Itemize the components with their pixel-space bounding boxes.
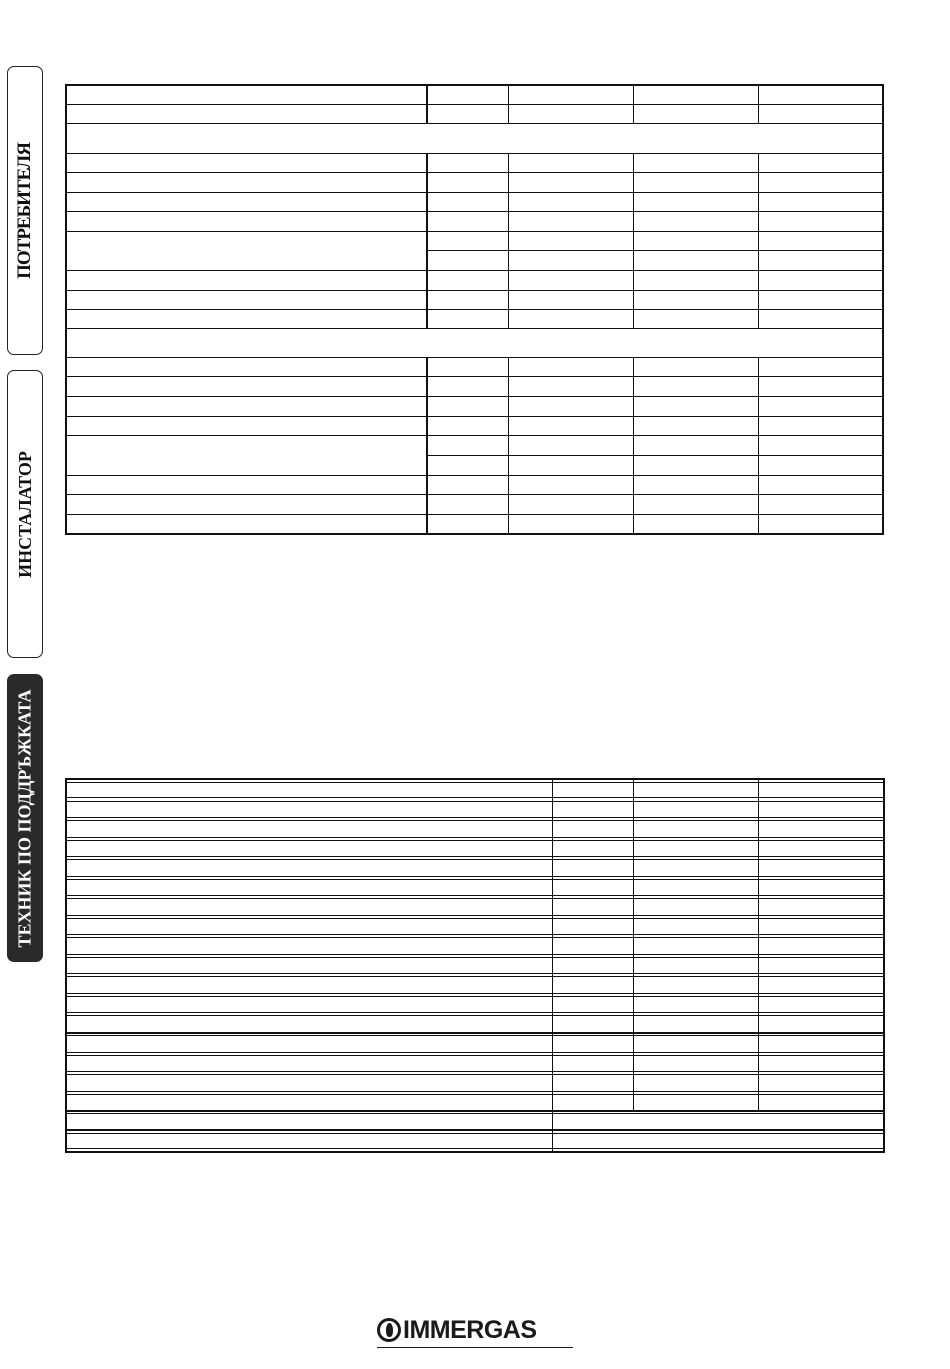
lower-table-row-line [66, 1094, 884, 1095]
lower-table-row-line [66, 1052, 884, 1053]
lower-table-row-line [66, 1015, 884, 1016]
upper-table-col-line [633, 357, 634, 534]
upper-table-col-line [758, 85, 759, 123]
upper-table-col-line [758, 153, 759, 328]
upper-table-row-line [66, 104, 883, 105]
lower-table-row-line [66, 1032, 884, 1034]
tab-user-section[interactable] [7, 66, 43, 355]
lower-table-row-line [66, 954, 884, 955]
upper-table-row-line [66, 435, 883, 436]
upper-table-row-line [66, 290, 883, 291]
lower-table-row-line [66, 918, 884, 919]
lower-table-row-line [66, 1110, 884, 1112]
lower-table-row-line [66, 895, 884, 896]
upper-table-col-line [633, 153, 634, 328]
upper-table-col-line [633, 85, 634, 123]
logo-wordmark: IMMERGAS [403, 1315, 537, 1344]
lower-table-row-line [66, 879, 884, 880]
upper-table-col-line [508, 153, 509, 328]
upper-table-col-line [758, 357, 759, 534]
immergas-logo [377, 1314, 573, 1346]
lower-table-row-line [66, 840, 884, 841]
upper-table-col-line [426, 85, 428, 123]
upper-table-row-line [66, 172, 883, 173]
lower-table-row-line [66, 820, 884, 821]
upper-table-row-line [66, 309, 883, 310]
upper-table-row-line [66, 231, 883, 232]
lower-table-col-line [633, 779, 634, 1111]
lower-table-row-line [66, 957, 884, 958]
lower-table-row-line [66, 837, 884, 838]
lower-table-row-line [66, 1091, 884, 1092]
lower-table-row-line [66, 1012, 884, 1013]
lower-table-row-line [66, 1133, 884, 1134]
lower-table-row-line [66, 1071, 884, 1072]
lower-table-row-line [66, 898, 884, 899]
upper-table-col-line [508, 85, 509, 123]
lower-table-row-line [66, 973, 884, 974]
lower-table-row-line [66, 1148, 884, 1149]
upper-table-row-line [66, 376, 883, 377]
logo-underline [377, 1347, 573, 1348]
upper-table-row-line [66, 416, 883, 417]
lower-table-row-line [66, 1129, 884, 1131]
lower-table-row-line [66, 976, 884, 977]
lower-table-row-line [66, 856, 884, 857]
lower-table-row-line [66, 797, 884, 798]
lower-table-row-line [66, 1055, 884, 1056]
upper-table-col-line [508, 357, 509, 534]
upper-table-row-line [66, 494, 883, 495]
upper-table-row-line [66, 328, 883, 329]
lower-table-row-line [66, 876, 884, 877]
lower-table-row-line [66, 782, 884, 783]
tab-installer-label: ИНСТАЛАТОР [14, 450, 35, 578]
upper-table-col-line [426, 153, 428, 328]
lower-table-row-line [66, 934, 884, 935]
tab-maintenance-section[interactable] [7, 674, 43, 962]
lower-table-row-line [66, 1035, 884, 1036]
upper-table-col-line [426, 357, 428, 534]
upper-table-row-line [66, 211, 883, 212]
upper-table-row-line [66, 192, 883, 193]
upper-table-row-line [66, 357, 883, 358]
lower-table-row-line [66, 996, 884, 997]
tab-installer-section[interactable] [7, 370, 43, 658]
flame-icon [377, 1318, 401, 1342]
lower-table-row-line [66, 859, 884, 860]
lower-table-row-line [66, 801, 884, 802]
upper-table-row-line [66, 396, 883, 397]
upper-table-row-line [66, 475, 883, 476]
lower-table-row-line [66, 1113, 884, 1114]
lower-table-row-line [66, 1074, 884, 1075]
lower-table-frame [65, 778, 885, 1153]
upper-table-row-line [426, 250, 883, 251]
tab-user-label: ПОТРЕБИТЕЛЯ [14, 142, 36, 279]
upper-table-row-line [66, 514, 883, 515]
lower-table-row-line [66, 993, 884, 994]
upper-table-row-line [66, 270, 883, 271]
upper-table-row-line [66, 123, 883, 124]
upper-table-row-line [426, 455, 883, 456]
lower-table-col-line [552, 779, 553, 1152]
lower-table-row-line [66, 817, 884, 818]
lower-table-row-line [66, 915, 884, 916]
lower-table-col-line [758, 779, 759, 1111]
lower-table-row-line [66, 937, 884, 938]
upper-table-row-line [66, 153, 883, 154]
tab-maintenance-label: ТЕХНИК ПО ПОДДРЪЖКАТА [14, 688, 35, 948]
